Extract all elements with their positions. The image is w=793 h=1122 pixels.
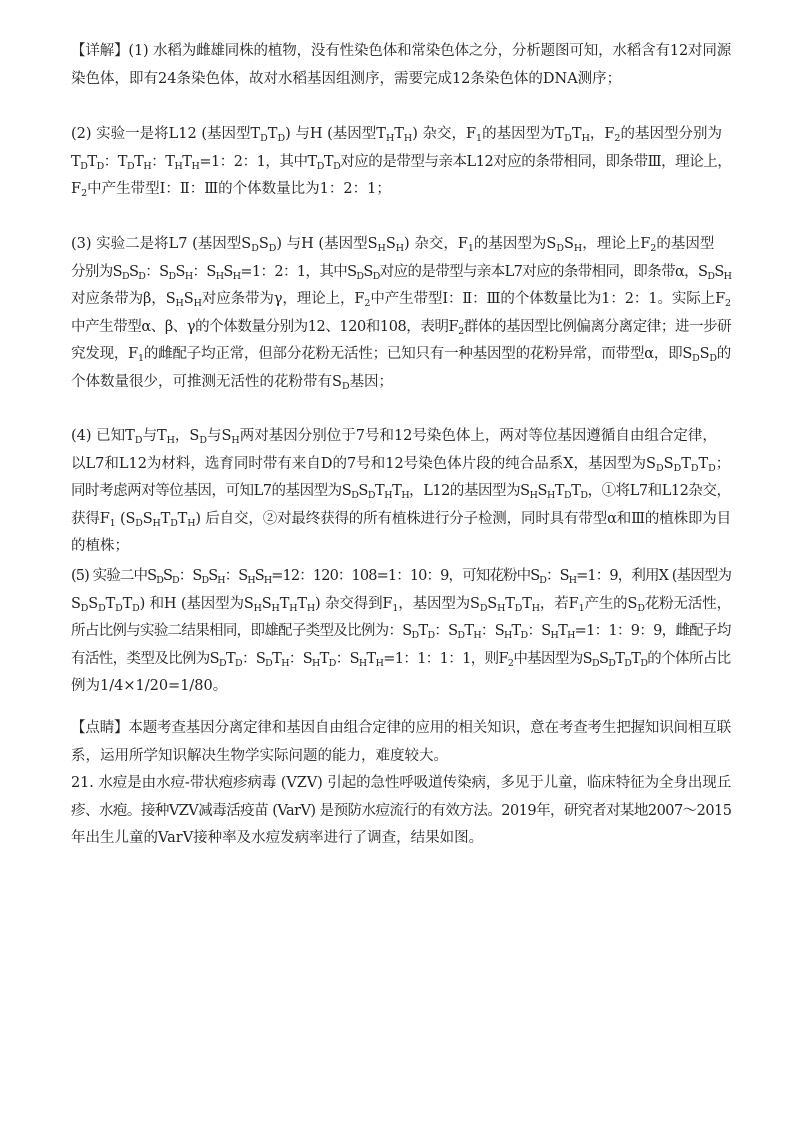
paragraph-explanation-1 bbox=[71, 38, 731, 93]
text-line: 中产生带型α、β、γ的个体数量分别为12、120和108，表明$F_2$群体的基因型比例偏离分离定律；进一步研 bbox=[71, 318, 732, 337]
text-line: 以L7和L12为材料，选育同时带有来自D的7号和12号染色体片段的纯合品系X，基因型为$S_DS_DT_DT_D$； bbox=[71, 455, 731, 474]
text-line: (5) 实验二中$S_DS_D$：$S_DS_H$：$S_HS_H=12$：120：108=1：10：9，可知花粉中$S_D$：$S_H=1$：9，利用X (基因型为 bbox=[71, 568, 732, 586]
text-line: 究发现，$F_1$的雌配子均正常，但部分花粉无活性；已知只有一种基因型的花粉异常，而带型α，即$S_DS_D$的 bbox=[71, 346, 732, 364]
text-line: $F_2$中产生带型Ⅰ：Ⅱ：Ⅲ的个体数量比为1：2：1； bbox=[71, 181, 391, 199]
text-line: $T_DT_D$：$T_DT_H$：$T_HT_H=1$：2：1，其中$T_DT_D$对应的是带型与亲本L12对应的条带相同，即条带Ⅲ，理论上， bbox=[71, 153, 732, 172]
text-line: (3) 实验二是将L7 (基因型$S_DS_D$) 与H (基因型$S_HS_H$) 杂交，$F_1$的基因型为$S_DS_H$，理论上$F_2$的基因型 bbox=[71, 236, 715, 254]
paragraph-explanation-3 bbox=[71, 231, 731, 396]
text-line: 同时考虑两对等位基因，可知L7的基因型为$S_DS_DT_HT_H$，L12的基因型为$S_HS_HT_DT_D$，①将L7和L12杂交， bbox=[71, 483, 731, 501]
text-line: 疹、水疱。接种VZV减毒活疫苗 (VarV) 是预防水痘流行的有效方法。2019年，研究者对某地2007～2015 bbox=[71, 802, 732, 819]
text-line: 的植株； bbox=[71, 538, 129, 554]
text-line: 系，运用所学知识解决生物学实际问题的能力，难度较大。 bbox=[71, 747, 448, 764]
text-line: 【点睛】本题考查基因分离定律和基因自由组合定律的应用的相关知识，意在考查考生把握知识间相互联 bbox=[71, 720, 731, 736]
text-line: 个体数量很少，可推测无活性的花粉带有$S_D$基因； bbox=[71, 373, 394, 392]
text-line: (4) 已知$T_D$与$T_H$，$S_D$与$S_H$两对基因分别位于7号和12号染色体上，两对等位基因遵循自由组合定律， bbox=[71, 428, 717, 446]
text-line: 21. 水痘是由水痘-带状疱疹病毒 (VZV) 引起的急性呼吸道传染病，多见于儿童，临床特征为全身出现丘 bbox=[71, 775, 732, 791]
text-line: 获得$F_1$ $(S_DS_HT_DT_H)$ 后自交，②对最终获得的所有植株进行分子检测，同时具有带型α和Ⅲ的植株即为目 bbox=[71, 510, 731, 529]
text-line: 年出生儿童的VarV接种率及水痘发病率进行了调查，结果如图。 bbox=[71, 830, 484, 846]
text-line: 所占比例与实验二结果相同，即雄配子类型及比例为：$S_DT_D$：$S_DT_H$：$S_HT_D$：$S_HT_H=1$：1：9：9，雌配子均 bbox=[71, 623, 731, 641]
text-line: 有活性，类型及比例为$S_DT_D$：$S_DT_H$：$S_HT_D$：$S_HT_H=1$：1：1：1，则$F_2$中基因型为$S_DS_DT_DT_D$的个体所占比 bbox=[71, 650, 731, 669]
paragraph-explanation-2 bbox=[71, 121, 731, 204]
text-line: (2) 实验一是将L12 (基因型$T_DT_D$) 与H (基因型$T_HT_H$) 杂交，$F_1$的基因型为$T_DT_H$，$F_2$的基因型分别为 bbox=[71, 126, 722, 144]
text-line: $S_DS_DT_DT_D$) 和H (基因型为$S_HS_HT_HT_H$) 杂交得到$F_1$，基因型为$S_DS_HT_DT_H$，若$F_1$产生的$S_D$花粉无活性， bbox=[71, 595, 731, 614]
paragraph-explanation-4 bbox=[71, 423, 731, 561]
text-line: 对应条带为β，$S_HS_H$对应条带为γ，理论上，$F_2$中产生带型Ⅰ：Ⅱ：Ⅲ的个体数量比为1：2：1。实际上$F_2$ bbox=[71, 291, 731, 309]
text-line: 【详解】(1) 水稻为雌雄同株的植物，没有性染色体和常染色体之分，分析题图可知，水稻含有12对同源 bbox=[71, 43, 732, 59]
text-line: 染色体，即有24条染色体，故对水稻基因组测序，需要完成12条染色体的DNA测序； bbox=[71, 70, 622, 87]
text-line: 分别为$S_DS_D$：$S_DS_H$：$S_HS_H=1$：2：1，其中$S_DS_D$对应的是带型与亲本L7对应的条带相同，即条带α，$S_DS_H$ bbox=[71, 263, 732, 282]
paragraph-comment bbox=[71, 715, 731, 770]
question-21 bbox=[71, 770, 731, 853]
text-line: 例为1/4×1/20=1/80。 bbox=[71, 678, 228, 694]
paragraph-explanation-5 bbox=[71, 563, 731, 701]
